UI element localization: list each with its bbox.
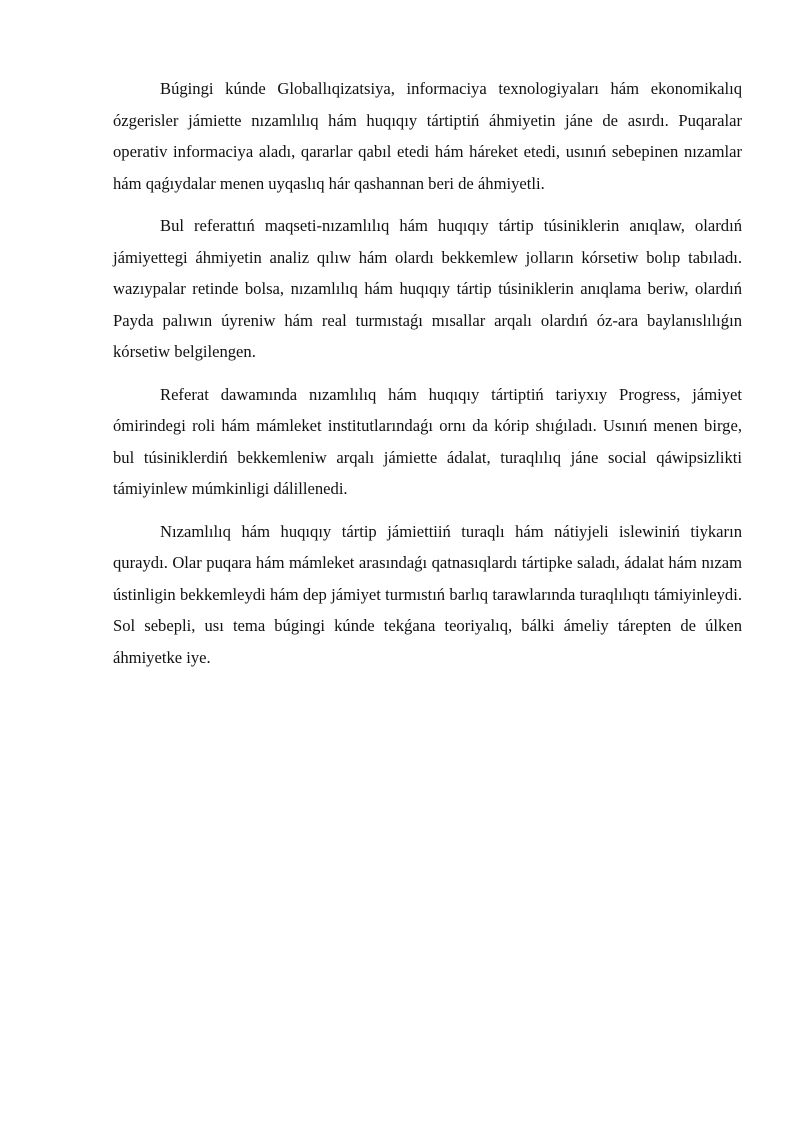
paragraph-conclusion: Nızamlılıq hám huqıqıy tártip jámiettiiń turaqlı hám nátiyjeli islewiniń tiykarın quraydı. Olar puqara hám mámleket arasındaǵı qatnasıqlardı tártipke saladı, ádalat hám nızam ústinligin bekkemleydi hám dep jámiyet turmıstıń barlıq tarawlarında turaqlılıqtı támiyinleydi. Sol sebepli, usı tema búgingi kúnde tekǵana teoriyalıq, bálki ámeliy tárepten de úlken áhmiyetke iye. (113, 521, 742, 667)
body-text (113, 73, 742, 684)
paragraph-intro: Búgingi kúnde Globallıqizatsiya, informaciya texnologiyaları hám ekonomikalıq ózgerisler jámiette nızamlılıq hám huqıqıy tártiptiń áhmiyetin jáne de asırdı. Puqaralar operativ informaciya aladı, qararlar qabıl etedi hám háreket etedi, usınıń sebepinen nızamlar hám qaǵıydalar menen uyqaslıq hár qashannan beri de áhmiyetli. (113, 79, 742, 193)
paragraph-scope: Referat dawamında nızamlılıq hám huqıqıy tártiptiń tariyxıy Progress, jámiyet ómirindegi roli hám mámleket institutlarındaǵı ornı da kórip shıǵıladı. Usınıń menen birge, bul túsiniklerdiń bekkemleniw arqalı jámiette ádalat, turaqlılıq jáne social qáwipsizlikti támiyinlew múmkinligi dálillenedi. (113, 384, 742, 498)
paragraph-purpose: Bul referattıń maqseti-nızamlılıq hám huqıqıy tártip túsiniklerin anıqlaw, olardıń jámiyettegi áhmiyetin analiz qılıw hám olardı bekkemlew jolların kórsetiw bolıp tabıladı. wazıypalar retinde bolsa, nızamlılıq hám huqıqıy tártip túsiniklerin anıqlama beriw, olardıń Payda palıwın úyreniw hám real turmıstaǵı mısallar arqalı olardıń óz-ara baylanıslılıǵın kórsetiw belgilengen. (113, 216, 742, 361)
